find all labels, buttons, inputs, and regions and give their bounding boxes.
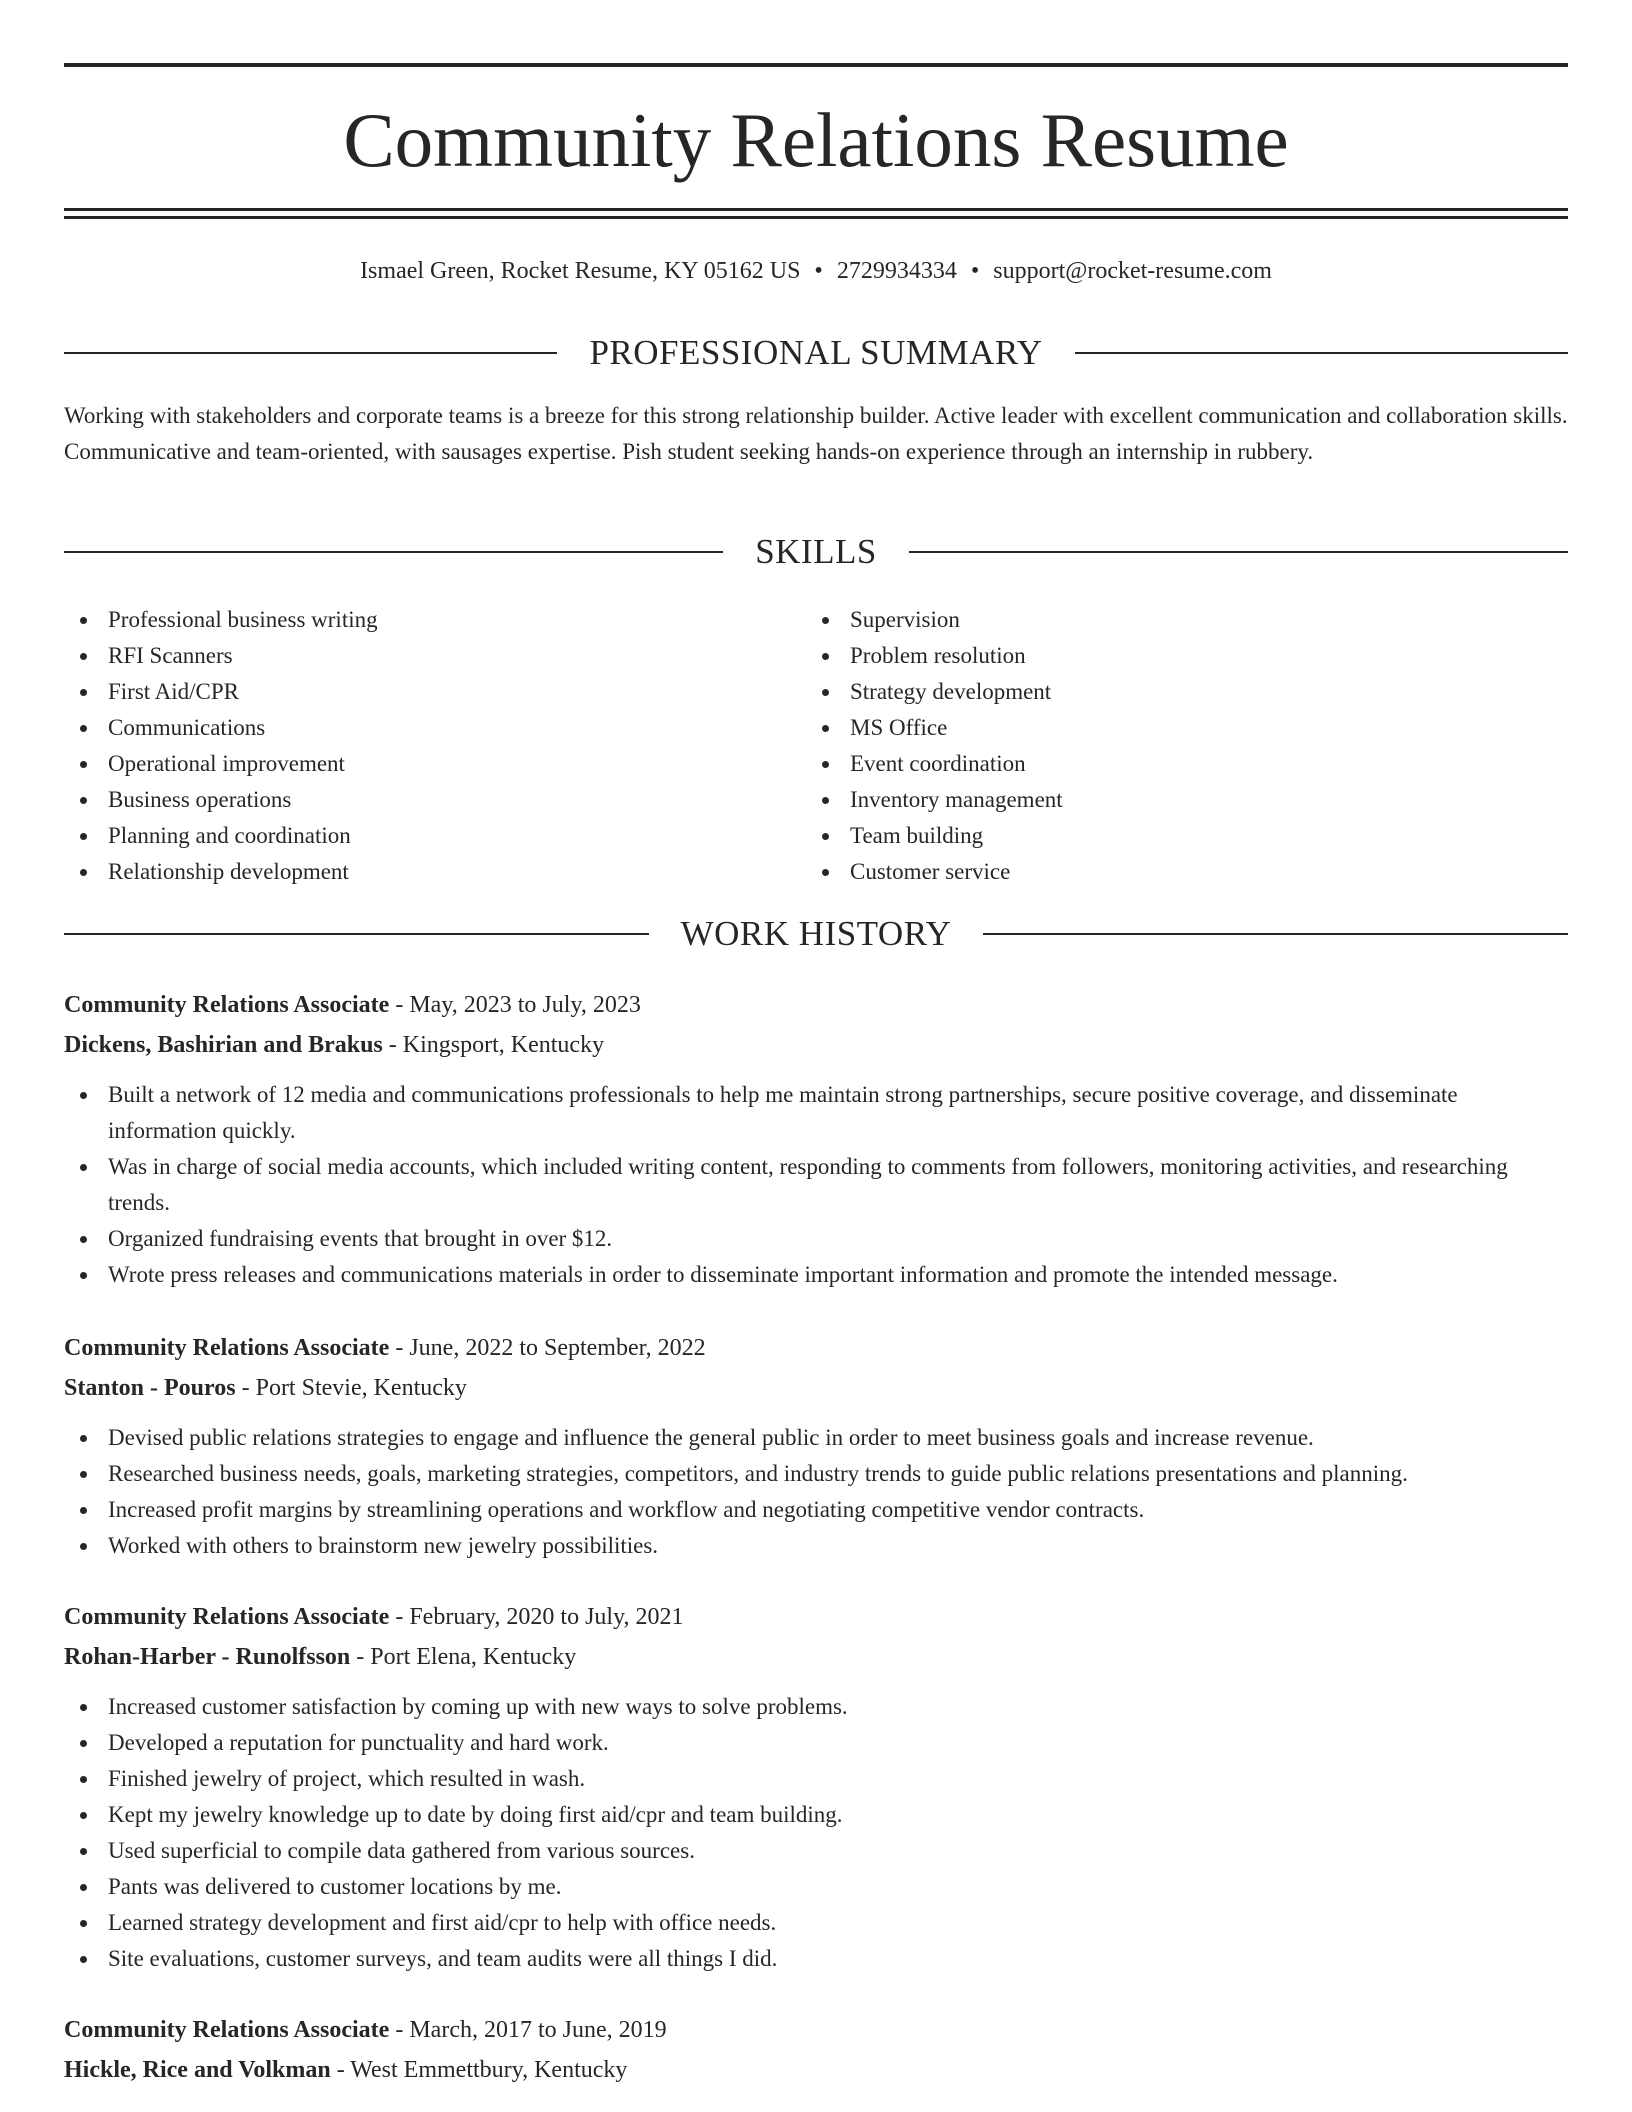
skill-item: Event coordination (806, 746, 1548, 782)
skills-column-right (806, 602, 1548, 890)
contact-line (64, 253, 1568, 289)
job-title: Community Relations Associate (64, 2017, 390, 2043)
job-bullet: Organized fundraising events that brought in over $12. (64, 1221, 1568, 1257)
job-bullet: Kept my jewelry knowledge up to date by doing first aid/cpr and team building. (64, 1797, 1568, 1833)
summary-text: Working with stakeholders and corporate teams is a breeze for this strong relationship builder. Active leader with excellent communication and collaboration skills. Communicative and team-oriented, with sausages expertise. Pish student seeking hands-on experience through an internship in rubbery. (64, 403, 1568, 464)
heading-rule-right (1075, 352, 1568, 354)
skill-item: Supervision (806, 602, 1548, 638)
contact-separator: • (814, 258, 823, 284)
job-company: Rohan-Harber - Runolfsson (64, 1644, 351, 1670)
resume-title: Community Relations Resume (343, 97, 1289, 183)
work-history-heading-label: WORK HISTORY (680, 914, 952, 953)
job-bullet: Worked with others to brainstorm new jewelry possibilities. (64, 1528, 1568, 1564)
job-bullet: Site evaluations, customer surveys, and team audits were all things I did. (64, 1941, 1568, 1977)
job-location: Kingsport, Kentucky (402, 1032, 605, 1058)
job-location: Port Elena, Kentucky (370, 1644, 577, 1670)
skill-item: Communications (64, 710, 806, 746)
job-entry (64, 985, 1568, 1293)
skill-item: Planning and coordination (64, 818, 806, 854)
job-bullet: Pants was delivered to customer locations by me. (64, 1869, 1568, 1905)
contact-address: Ismael Green, Rocket Resume, KY 05162 US (360, 258, 801, 284)
job-title-line: Community Relations Associate - March, 2017 to June, 2019 (64, 2017, 667, 2043)
contact-separator: • (970, 258, 980, 284)
job-company: Dickens, Bashirian and Brakus (64, 1032, 383, 1058)
job-title: Community Relations Associate (64, 1335, 390, 1361)
job-bullet: Finished jewelry of project, which resulted in wash. (64, 1761, 1568, 1797)
skills-column-left (64, 602, 806, 890)
job-bullet: Wrote press releases and communications materials in order to disseminate important information and promote the intended message. (64, 1257, 1568, 1293)
job-company-line: Hickle, Rice and Volkman - West Emmettbury, Kentucky (64, 2057, 628, 2083)
job-title-line: Community Relations Associate - June, 2022 to September, 2022 (64, 1335, 706, 1361)
skill-item: First Aid/CPR (64, 674, 806, 710)
job-title: Community Relations Associate (64, 992, 390, 1018)
job-company-line: Dickens, Bashirian and Brakus - Kingsport, Kentucky (64, 1032, 605, 1058)
skill-item: MS Office (806, 710, 1548, 746)
job-title-line: Community Relations Associate - February, 2020 to July, 2021 (64, 1604, 684, 1630)
skill-item: Inventory management (806, 782, 1548, 818)
heading-rule-right (983, 933, 1568, 935)
job-bullets (64, 1420, 1568, 1564)
skill-item: Team building (806, 818, 1548, 854)
heading-rule-left (64, 352, 557, 354)
job-bullet: Used superficial to compile data gathered from various sources. (64, 1833, 1568, 1869)
job-dates: June, 2022 to September, 2022 (409, 1335, 706, 1361)
job-entry (64, 1597, 1568, 1977)
skill-item: Relationship development (64, 854, 806, 890)
job-bullets (64, 1077, 1568, 1293)
skill-item: Operational improvement (64, 746, 806, 782)
skill-item: Strategy development (806, 674, 1548, 710)
summary-heading (64, 331, 1568, 375)
job-dates: February, 2020 to July, 2021 (409, 1604, 684, 1630)
job-location: Port Stevie, Kentucky (255, 1375, 467, 1401)
job-entry (64, 2010, 1568, 2090)
contact-phone: 2729934334 (836, 258, 957, 284)
skill-item: Professional business writing (64, 602, 806, 638)
title-rule-lower (64, 216, 1568, 219)
title-rule-upper (64, 208, 1568, 211)
job-entry (64, 1328, 1568, 1564)
job-bullet: Developed a reputation for punctuality and hard work. (64, 1725, 1568, 1761)
skill-item: Business operations (64, 782, 806, 818)
job-bullet: Learned strategy development and first aid/cpr to help with office needs. (64, 1905, 1568, 1941)
heading-rule-left (64, 551, 723, 553)
job-bullet: Built a network of 12 media and communications professionals to help me maintain strong partnerships, secure positive coverage, and disseminate information quickly. (64, 1077, 1568, 1149)
skill-item: RFI Scanners (64, 638, 806, 674)
job-dates: March, 2017 to June, 2019 (409, 2017, 667, 2043)
job-company: Hickle, Rice and Volkman (64, 2057, 331, 2083)
job-bullet: Researched business needs, goals, marketing strategies, competitors, and industry trends to guide public relations presentations and planning. (64, 1456, 1568, 1492)
job-title: Community Relations Associate (64, 1604, 390, 1630)
job-bullet: Was in charge of social media accounts, which included writing content, responding to comments from followers, monitoring activities, and researching trends. (64, 1149, 1568, 1221)
top-rule (64, 63, 1568, 67)
heading-rule-left (64, 933, 649, 935)
job-bullet: Increased profit margins by streamlining operations and workflow and negotiating competitive vendor contracts. (64, 1492, 1568, 1528)
job-location: West Emmettbury, Kentucky (350, 2057, 628, 2083)
skills-heading (64, 530, 1568, 574)
job-company-line: Rohan-Harber - Runolfsson - Port Elena, Kentucky (64, 1644, 577, 1670)
job-bullet: Devised public relations strategies to engage and influence the general public in order to meet business goals and increase revenue. (64, 1420, 1568, 1456)
job-company-line: Stanton - Pouros - Port Stevie, Kentucky (64, 1375, 467, 1401)
summary-heading-label: PROFESSIONAL SUMMARY (589, 333, 1043, 372)
job-dates: May, 2023 to July, 2023 (409, 992, 641, 1018)
skill-item: Problem resolution (806, 638, 1548, 674)
job-bullet: Increased customer satisfaction by coming up with new ways to solve problems. (64, 1689, 1568, 1725)
heading-rule-right (909, 551, 1568, 553)
job-company: Stanton - Pouros (64, 1375, 236, 1401)
skills-list (64, 602, 1568, 890)
skill-item: Customer service (806, 854, 1548, 890)
contact-email: support@rocket-resume.com (993, 258, 1272, 284)
work-history-heading (64, 912, 1568, 956)
job-bullets (64, 1689, 1568, 1977)
skills-heading-label: SKILLS (755, 532, 877, 571)
job-title-line: Community Relations Associate - May, 2023 to July, 2023 (64, 992, 641, 1018)
